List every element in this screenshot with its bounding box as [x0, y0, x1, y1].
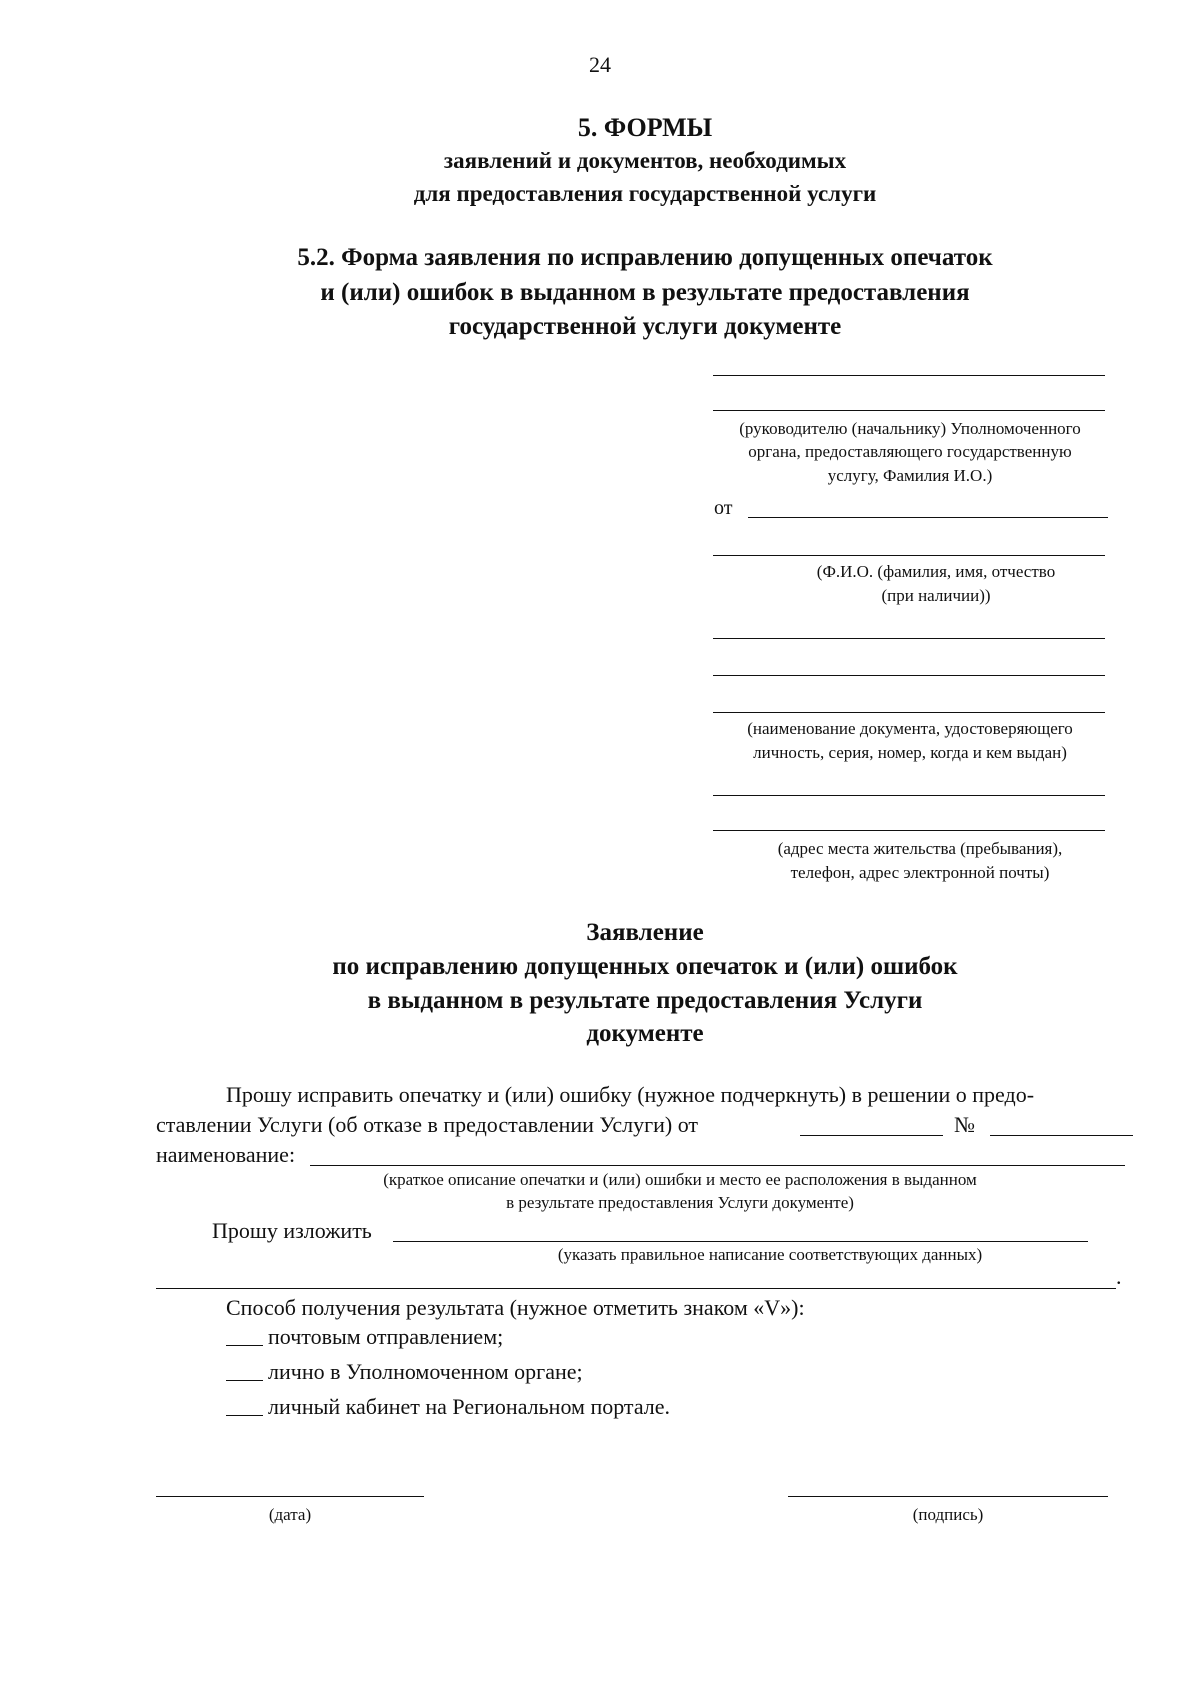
- fio-caption-1: (Ф.И.О. (фамилия, имя, отчество: [816, 562, 1056, 581]
- decision-number-field[interactable]: [990, 1135, 1133, 1136]
- option-in-person-checkbox[interactable]: [226, 1380, 263, 1381]
- statement-line-3: документе: [586, 1020, 704, 1047]
- head-caption-3: услугу, Фамилия И.О.): [827, 466, 993, 485]
- date-field[interactable]: [156, 1496, 424, 1497]
- option-in-person-label: лично в Уполномоченном органе;: [268, 1359, 583, 1384]
- option-mail-checkbox[interactable]: [226, 1345, 263, 1346]
- section-heading-3: государственной услуги документе: [448, 313, 842, 340]
- state-field[interactable]: [393, 1241, 1088, 1242]
- state-caption: (указать правильное написание соответствующих данных): [557, 1245, 983, 1264]
- name-label: наименование:: [156, 1142, 296, 1167]
- addr-caption-2: телефон, адрес электронной почты): [790, 863, 1050, 882]
- decision-date-field[interactable]: [800, 1135, 943, 1136]
- section-heading-1: 5.2. Форма заявления по исправлению допущенных опечаток: [297, 244, 993, 271]
- addr-caption-1: (адрес места жительства (пребывания),: [777, 839, 1063, 858]
- number-sign: №: [954, 1112, 975, 1137]
- head-caption-1: (руководителю (начальнику) Уполномоченного: [739, 419, 1081, 438]
- statement-line-2: в выданном в результате предоставления Услуги: [367, 987, 923, 1014]
- signature-field[interactable]: [788, 1496, 1108, 1497]
- addr-line-1[interactable]: [713, 795, 1105, 796]
- addr-line-2[interactable]: [713, 830, 1105, 831]
- forms-subtitle-1: заявлений и документов, необходимых: [443, 148, 847, 173]
- date-caption: (дата): [268, 1505, 312, 1524]
- doc-caption-2: личность, серия, номер, когда и кем выдан): [753, 743, 1067, 762]
- desc-caption-1: (краткое описание опечатки и (или) ошибки и место ее расположения в выданном: [383, 1170, 977, 1189]
- head-line-2[interactable]: [713, 410, 1105, 411]
- from-line[interactable]: [748, 517, 1108, 518]
- period-mark: .: [1116, 1264, 1122, 1289]
- doc-line-1[interactable]: [713, 638, 1105, 639]
- forms-subtitle-2: для предоставления государственной услуги: [413, 181, 877, 206]
- option-mail-label: почтовым отправлением;: [268, 1324, 504, 1349]
- statement-line-1: по исправлению допущенных опечаток и (или) ошибок: [332, 953, 958, 980]
- fio-line[interactable]: [713, 555, 1105, 556]
- from-label: от: [714, 497, 733, 519]
- method-label: Способ получения результата (нужное отметить знаком «V»):: [226, 1295, 805, 1320]
- state-field-continued[interactable]: [156, 1288, 1116, 1289]
- section-heading-2: и (или) ошибок в выданном в результате предоставления: [320, 279, 970, 306]
- option-portal-label: личный кабинет на Региональном портале.: [268, 1394, 671, 1419]
- request-paragraph-line-1: Прошу исправить опечатку и (или) ошибку (нужное подчеркнуть) в решении о предо-: [226, 1082, 1035, 1107]
- state-label: Прошу изложить: [212, 1218, 372, 1243]
- forms-title: 5. ФОРМЫ: [577, 113, 713, 142]
- fio-caption-2: (при наличии)): [881, 586, 991, 605]
- doc-line-2[interactable]: [713, 675, 1105, 676]
- head-line-1[interactable]: [713, 375, 1105, 376]
- doc-line-3[interactable]: [713, 712, 1105, 713]
- page-number: 24: [589, 52, 611, 77]
- doc-caption-1: (наименование документа, удостоверяющего: [747, 719, 1073, 738]
- name-field[interactable]: [310, 1165, 1125, 1166]
- head-caption-2: органа, предоставляющего государственную: [748, 442, 1072, 461]
- option-portal-checkbox[interactable]: [226, 1415, 263, 1416]
- signature-caption: (подпись): [912, 1505, 984, 1524]
- desc-caption-2: в результате предоставления Услуги документе): [506, 1193, 854, 1212]
- statement-title: Заявление: [586, 919, 704, 946]
- request-paragraph-line-2: ставлении Услуги (об отказе в предоставлении Услуги) от: [156, 1112, 699, 1137]
